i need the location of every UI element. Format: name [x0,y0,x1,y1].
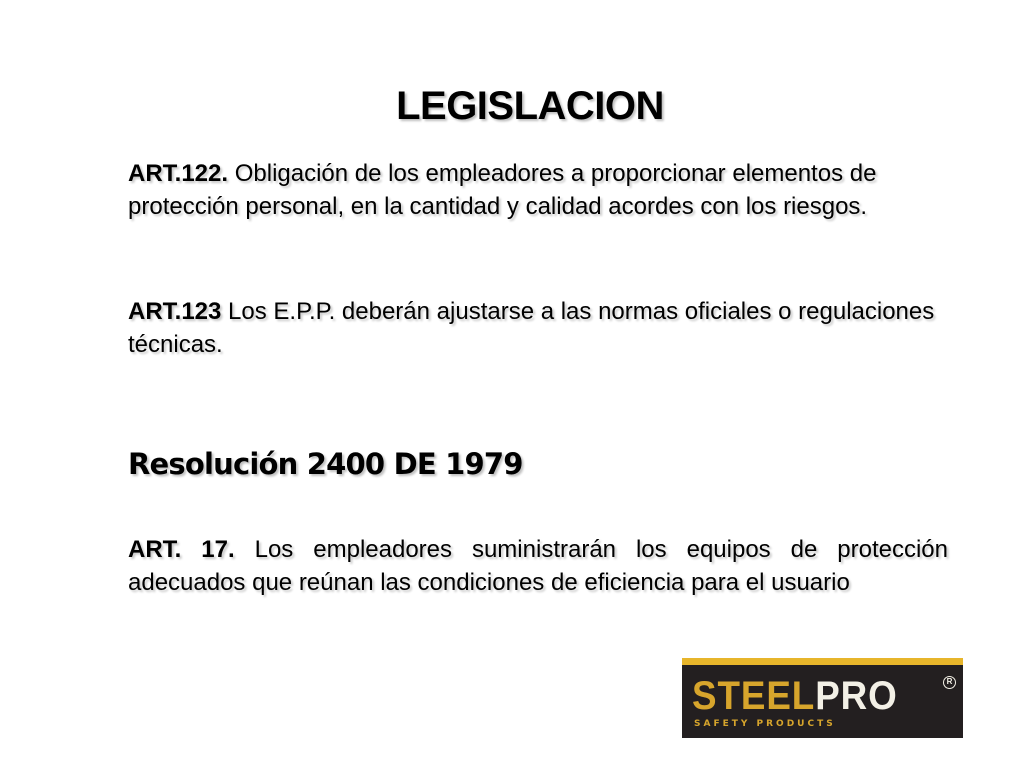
registered-icon: R [943,676,956,689]
article-123-label: ART.123 [128,298,222,325]
logo-brand-pro: PRO [815,674,898,718]
article-122-label: ART.122. [128,160,229,187]
resolution-heading: Resolución 2400 DE 1979 [128,447,523,481]
article-123-text: Los E.P.P. deberán ajustarse a las normas oficiales o regulaciones técnicas. [128,298,935,358]
logo-brand-steel: STEEL [692,674,816,718]
slide-title: LEGISLACION [396,84,664,128]
article-17-label: ART. 17. [128,536,235,563]
article-122-paragraph [128,157,948,223]
article-123-paragraph [128,295,948,361]
logo-tagline: SAFETY PRODUCTS [694,719,836,729]
article-122-text: Obligación de los empleadores a proporcionar elementos de protección personal, en la cantidad y calidad acordes con los riesgos. [128,160,877,220]
steelpro-logo [682,658,963,738]
logo-wordmark [692,674,898,718]
article-17-text: Los empleadores suministrarán los equipos de protección adecuados que reúnan las condiciones de eficiencia para el usuario [128,536,948,596]
article-17-paragraph [128,533,948,599]
